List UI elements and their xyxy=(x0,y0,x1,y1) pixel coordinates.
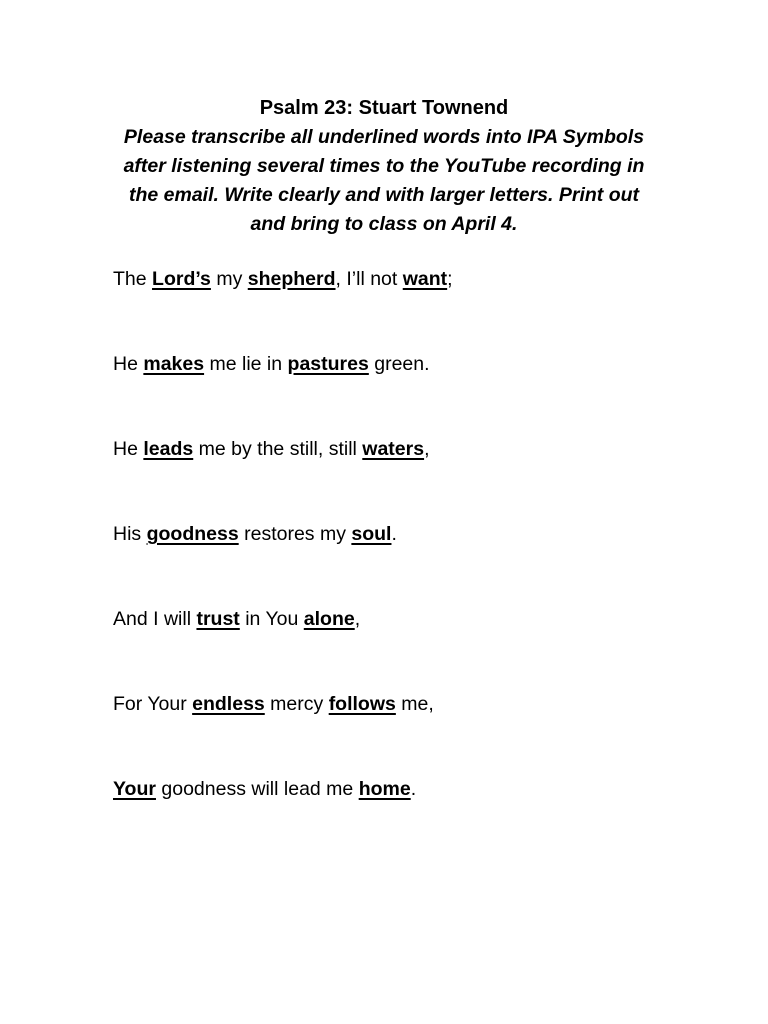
lyric-text: me lie in xyxy=(204,353,288,375)
underlined-word: Lord’s xyxy=(152,268,211,290)
header-block xyxy=(60,94,708,239)
lyric-text: . xyxy=(391,523,397,545)
lyric-text: He xyxy=(113,438,144,460)
lyric-text: , I’ll not xyxy=(335,268,403,290)
lyric-text: He xyxy=(113,353,144,375)
lyric-text: . xyxy=(410,778,417,800)
lyric-text: , xyxy=(354,608,361,630)
underlined-word: want xyxy=(402,268,448,290)
lyric-line xyxy=(113,519,733,604)
underlined-word: endless xyxy=(192,693,265,715)
lyric-text: me by the still, still xyxy=(193,438,363,460)
lyric-text: goodness will lead me xyxy=(155,778,359,800)
lyric-text: And I will xyxy=(113,608,197,630)
underlined-word: alone xyxy=(303,608,355,630)
underlined-word: goodness xyxy=(146,523,239,545)
underlined-word: trust xyxy=(196,608,240,630)
underlined-word: waters xyxy=(362,438,425,460)
lyric-text: me, xyxy=(395,693,434,715)
lyric-text: His xyxy=(113,523,147,545)
lyric-text: mercy xyxy=(264,693,329,715)
instructions-line: after listening several times to the YouTube recording in xyxy=(123,155,645,177)
lyric-line xyxy=(113,689,733,774)
underlined-word: Your xyxy=(113,778,156,800)
lyric-text: , xyxy=(424,438,430,460)
lyric-line xyxy=(113,349,733,434)
lyric-line xyxy=(113,264,733,349)
instructions-line: and bring to class on April 4. xyxy=(250,213,518,235)
lyric-text: For Your xyxy=(113,693,193,715)
underlined-word: home xyxy=(358,778,411,800)
underlined-word: leads xyxy=(143,438,194,460)
lyric-line xyxy=(113,434,733,519)
lyric-text: restores my xyxy=(238,523,352,545)
lyric-text: ; xyxy=(447,268,453,290)
underlined-word: soul xyxy=(351,523,392,545)
underlined-word: follows xyxy=(328,693,396,715)
lyric-text: The xyxy=(113,268,153,290)
underlined-word: shepherd xyxy=(247,268,336,290)
lyric-text: green. xyxy=(368,353,430,375)
instructions-line: Please transcribe all underlined words into IPA Symbols xyxy=(123,126,645,148)
lyric-text: my xyxy=(210,268,248,290)
document-title: Psalm 23: Stuart Townend xyxy=(259,97,509,119)
lyric-line xyxy=(113,604,733,689)
underlined-word: makes xyxy=(143,353,205,375)
lyric-text: in You xyxy=(239,608,304,630)
instructions-line: the email. Write clearly and with larger letters. Print out xyxy=(128,184,640,206)
lyric-lines xyxy=(113,264,733,859)
lyric-line xyxy=(113,774,733,859)
underlined-word: pastures xyxy=(287,353,369,375)
